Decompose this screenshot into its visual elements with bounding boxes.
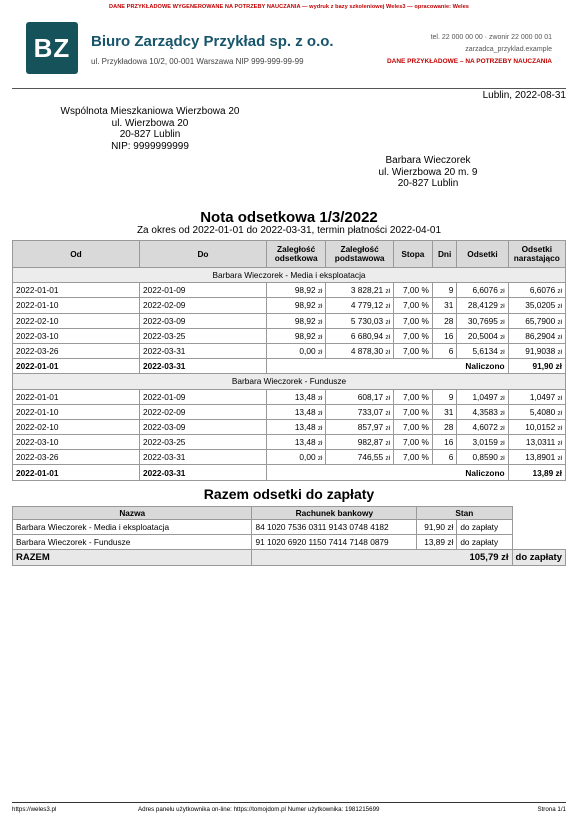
cell-zaleglosc-odsetkowa-value: 13,48 — [294, 406, 316, 417]
summary-to: 2022-03-31 — [139, 465, 266, 480]
company-name: Biuro Zarządcy Przykład sp. z o.o. — [91, 33, 334, 50]
currency-label: zł — [385, 318, 390, 326]
cell-zaleglosc-podstawowa — [326, 343, 394, 358]
cell-stopa: 7,00 % — [393, 435, 432, 450]
cell-do: 2022-01-09 — [139, 389, 266, 404]
totals-table — [12, 506, 566, 566]
cell-odsetki-value: 6,6076 — [472, 285, 498, 296]
cell-zaleglosc-odsetkowa-value: 13,48 — [294, 437, 316, 448]
cell-zaleglosc-podstawowa-value: 4 878,30 — [350, 346, 384, 357]
totals-status: do zapłaty — [457, 535, 512, 550]
cell-zaleglosc-podstawowa — [326, 328, 394, 343]
cell-do: 2022-03-25 — [139, 328, 266, 343]
cell-odsetki-narastajaco — [508, 283, 565, 298]
cell-odsetki — [457, 404, 508, 419]
cell-dni: 28 — [432, 313, 457, 328]
currency-label: zł — [557, 424, 562, 432]
table-row — [13, 343, 566, 358]
cell-odsetki — [457, 298, 508, 313]
cell-zaleglosc-podstawowa — [326, 283, 394, 298]
cell-odsetki-value: 1,0497 — [472, 391, 498, 402]
currency-label: zł — [385, 424, 390, 432]
currency-label: zł — [385, 409, 390, 417]
cell-zaleglosc-odsetkowa — [266, 389, 325, 404]
cell-zaleglosc-podstawowa — [326, 404, 394, 419]
cell-zaleglosc-odsetkowa-value: 0,00 — [299, 346, 316, 357]
cell-do: 2022-01-09 — [139, 283, 266, 298]
cell-zaleglosc-podstawowa-value: 3 828,21 — [350, 285, 384, 296]
header-do: Do — [139, 241, 266, 268]
grand-total-row — [13, 550, 566, 565]
cell-do: 2022-03-25 — [139, 435, 266, 450]
cell-do: 2022-03-09 — [139, 313, 266, 328]
cell-zaleglosc-odsetkowa-value: 13,48 — [294, 391, 316, 402]
recipient-line: 20-827 Lublin — [397, 178, 459, 189]
cell-zaleglosc-podstawowa-value: 6 680,94 — [350, 330, 384, 341]
cell-odsetki-narastajaco-value: 1,0497 — [529, 391, 556, 402]
currency-label: zł — [317, 455, 323, 463]
totals-title: Razem odsetki do zapłaty — [203, 486, 375, 502]
cell-dni: 16 — [432, 435, 457, 450]
cell-odsetki-narastajaco-value: 13,0311 — [525, 437, 556, 448]
cell-zaleglosc-odsetkowa — [266, 283, 325, 298]
table-row — [13, 419, 566, 434]
training-banner: DANE PRZYKŁADOWE WYGENEROWANE NA POTRZEBY NAUCZANIA — wydruk z bazy szkoleniowej Weles3 — opracowanie: Weles — [109, 4, 469, 10]
currency-label: zł — [557, 409, 562, 417]
cell-od: 2022-03-26 — [13, 450, 140, 465]
header-zaleglosc-podstawowa: Zaległość podstawowa — [326, 241, 394, 268]
currency-label: zł — [317, 333, 323, 341]
cell-do: 2022-03-31 — [139, 343, 266, 358]
cell-zaleglosc-podstawowa — [326, 298, 394, 313]
cell-do: 2022-02-09 — [139, 404, 266, 419]
cell-od: 2022-03-26 — [13, 343, 140, 358]
currency-label: zł — [317, 424, 323, 432]
cell-odsetki-narastajaco — [508, 343, 565, 358]
currency-label: zł — [317, 349, 323, 357]
cell-do: 2022-03-31 — [139, 450, 266, 465]
cell-zaleglosc-podstawowa-value: 746,55 — [357, 452, 384, 463]
company-email: zarzadca_przyklad.example — [465, 46, 552, 53]
table-row — [13, 298, 566, 313]
cell-stopa: 7,00 % — [393, 298, 432, 313]
cell-stopa: 7,00 % — [393, 283, 432, 298]
sender-line: NIP: 9999999999 — [111, 140, 189, 152]
cell-odsetki-value: 28,4129 — [467, 300, 498, 311]
cell-zaleglosc-odsetkowa-value: 0,00 — [299, 452, 316, 463]
summary-to: 2022-03-31 — [139, 359, 266, 374]
currency-label: zł — [500, 318, 505, 326]
summary-from: 2022-01-01 — [13, 359, 140, 374]
cell-zaleglosc-odsetkowa — [266, 298, 325, 313]
table-row — [13, 283, 566, 298]
currency-label: zł — [385, 288, 390, 296]
currency-label: zł — [500, 440, 505, 448]
summary-value: 91,90 zł — [508, 359, 565, 374]
currency-label: zł — [557, 349, 562, 357]
header-rachunek: Rachunek bankowy — [252, 507, 417, 520]
header-odsetki-narastajaco: Odsetki narastająco — [508, 241, 565, 268]
cell-odsetki-narastajaco — [508, 450, 565, 465]
totals-header-row — [13, 507, 566, 520]
cell-zaleglosc-odsetkowa — [266, 404, 325, 419]
grand-total-label: RAZEM — [13, 550, 252, 565]
currency-label: zł — [500, 409, 505, 417]
currency-label: zł — [317, 394, 323, 402]
currency-label: zł — [500, 424, 505, 432]
cell-odsetki — [457, 313, 508, 328]
cell-zaleglosc-podstawowa-value: 5 730,03 — [350, 315, 384, 326]
cell-zaleglosc-odsetkowa-value: 98,92 — [294, 330, 316, 341]
cell-odsetki — [457, 419, 508, 434]
cell-od: 2022-02-10 — [13, 419, 140, 434]
cell-odsetki — [457, 343, 508, 358]
grand-total-value: 105,79 zł — [252, 550, 512, 565]
cell-odsetki-value: 20,5004 — [467, 330, 498, 341]
cell-od: 2022-01-01 — [13, 283, 140, 298]
cell-stopa: 7,00 % — [393, 343, 432, 358]
group-header-row — [13, 268, 566, 283]
sender-address — [50, 106, 250, 152]
cell-zaleglosc-podstawowa-value: 4 779,12 — [350, 300, 384, 311]
cell-stopa: 7,00 % — [393, 404, 432, 419]
cell-zaleglosc-podstawowa-value: 733,07 — [357, 406, 384, 417]
cell-zaleglosc-odsetkowa — [266, 328, 325, 343]
sender-line: 20-827 Lublin — [119, 129, 181, 140]
table-row — [13, 389, 566, 404]
totals-amount: 13,89 zł — [417, 535, 457, 550]
currency-label: zł — [500, 288, 505, 296]
header-stan: Stan — [417, 507, 512, 520]
cell-odsetki-narastajaco — [508, 404, 565, 419]
cell-stopa: 7,00 % — [393, 328, 432, 343]
cell-zaleglosc-odsetkowa-value: 98,92 — [294, 300, 316, 311]
currency-label: zł — [385, 349, 390, 357]
cell-odsetki — [457, 389, 508, 404]
header-divider — [12, 88, 566, 89]
cell-dni: 28 — [432, 419, 457, 434]
cell-odsetki-value: 3,0159 — [472, 437, 498, 448]
cell-zaleglosc-odsetkowa — [266, 450, 325, 465]
cell-odsetki-narastajaco — [508, 435, 565, 450]
table-row — [13, 435, 566, 450]
cell-od: 2022-01-10 — [13, 404, 140, 419]
cell-odsetki-narastajaco-value: 5,4080 — [529, 406, 556, 417]
footer-website-link[interactable]: https://weles3.pl — [12, 806, 57, 813]
header-stopa: Stopa — [393, 241, 432, 268]
cell-odsetki-narastajaco — [508, 419, 565, 434]
cell-odsetki — [457, 450, 508, 465]
currency-label: zł — [557, 440, 562, 448]
currency-label: zł — [557, 288, 562, 296]
totals-status: do zapłaty — [457, 520, 512, 535]
cell-odsetki — [457, 435, 508, 450]
cell-dni: 6 — [432, 450, 457, 465]
cell-zaleglosc-podstawowa — [326, 419, 394, 434]
summary-label: Naliczono — [266, 465, 508, 480]
cell-od: 2022-03-10 — [13, 328, 140, 343]
cell-stopa: 7,00 % — [393, 389, 432, 404]
currency-label: zł — [317, 409, 323, 417]
currency-label: zł — [317, 303, 323, 311]
cell-od: 2022-01-01 — [13, 389, 140, 404]
totals-row — [13, 520, 566, 535]
interest-table — [12, 240, 566, 481]
cell-odsetki-narastajaco — [508, 389, 565, 404]
recipient-line: Barbara Wieczorek — [385, 155, 471, 166]
table-row — [13, 404, 566, 419]
cell-dni: 31 — [432, 404, 457, 419]
cell-odsetki-value: 0,8590 — [472, 452, 498, 463]
group-header-row — [13, 374, 566, 389]
header-dni: Dni — [432, 241, 457, 268]
table-row — [13, 450, 566, 465]
totals-account: 91 1020 6920 1150 7414 7148 0879 — [252, 535, 417, 550]
totals-row — [13, 535, 566, 550]
currency-label: zł — [557, 318, 562, 326]
footer-user-panel: Adres panelu użytkownika on-line: https://tomojdom.pl Numer użytkownika: 1981215699 — [138, 806, 380, 813]
summary-value: 13,89 zł — [508, 465, 565, 480]
group-name: Barbara Wieczorek - Fundusze — [13, 374, 566, 389]
cell-od: 2022-01-10 — [13, 298, 140, 313]
cell-odsetki-narastajaco-value: 10,0152 — [525, 421, 556, 432]
group-name: Barbara Wieczorek - Media i eksploatacja — [13, 268, 566, 283]
currency-label: zł — [500, 333, 505, 341]
cell-odsetki-narastajaco-value: 13,8901 — [525, 452, 556, 463]
group-summary-row — [13, 465, 566, 480]
cell-dni: 6 — [432, 343, 457, 358]
totals-name: Barbara Wieczorek - Media i eksploatacja — [13, 520, 252, 535]
cell-dni: 16 — [432, 328, 457, 343]
cell-dni: 9 — [432, 283, 457, 298]
cell-odsetki-narastajaco-value: 91,9038 — [525, 346, 556, 357]
sender-line: Wspólnota Mieszkaniowa Wierzbowa 20 — [60, 106, 240, 117]
currency-label: zł — [500, 394, 505, 402]
header-od: Od — [13, 241, 140, 268]
cell-dni: 9 — [432, 389, 457, 404]
cell-do: 2022-03-09 — [139, 419, 266, 434]
cell-odsetki-narastajaco-value: 65,7900 — [525, 315, 556, 326]
currency-label: zł — [557, 455, 562, 463]
footer-page-number: Strona 1/1 — [537, 806, 566, 813]
totals-name: Barbara Wieczorek - Fundusze — [13, 535, 252, 550]
currency-label: zł — [385, 440, 390, 448]
interest-header-row — [13, 241, 566, 268]
document-title: Nota odsetkowa 1/3/2022 — [200, 209, 378, 226]
currency-label: zł — [317, 288, 323, 296]
cell-zaleglosc-odsetkowa — [266, 435, 325, 450]
cell-odsetki-value: 4,3583 — [472, 406, 498, 417]
cell-stopa: 7,00 % — [393, 313, 432, 328]
totals-account: 84 1020 7536 0311 9143 0748 4182 — [252, 520, 417, 535]
currency-label: zł — [385, 455, 390, 463]
cell-odsetki — [457, 328, 508, 343]
cell-zaleglosc-odsetkowa-value: 98,92 — [294, 315, 316, 326]
document-date: Lublin, 2022-08-31 — [482, 90, 566, 101]
table-row — [13, 313, 566, 328]
cell-zaleglosc-podstawowa — [326, 313, 394, 328]
document-subtitle: Za okres od 2022-01-01 do 2022-03-31, termin płatności 2022-04-01 — [136, 225, 442, 236]
cell-zaleglosc-podstawowa — [326, 389, 394, 404]
cell-odsetki-narastajaco-value: 86,2904 — [525, 330, 556, 341]
cell-odsetki-narastajaco-value: 6,6076 — [529, 285, 556, 296]
sender-line: ul. Wierzbowa 20 — [111, 117, 189, 129]
cell-odsetki-narastajaco — [508, 313, 565, 328]
cell-zaleglosc-podstawowa-value: 608,17 — [357, 391, 384, 402]
sample-data-notice: DANE PRZYKŁADOWE – NA POTRZEBY NAUCZANIA — [386, 58, 552, 65]
cell-odsetki-narastajaco-value: 35,0205 — [525, 300, 556, 311]
cell-odsetki-value: 5,6134 — [472, 346, 498, 357]
cell-od: 2022-02-10 — [13, 313, 140, 328]
group-summary-row — [13, 359, 566, 374]
cell-odsetki-narastajaco — [508, 328, 565, 343]
cell-stopa: 7,00 % — [393, 419, 432, 434]
company-address: ul. Przykładowa 10/2, 00-001 Warszawa NIP 999-999-99-99 — [91, 57, 304, 66]
currency-label: zł — [500, 455, 505, 463]
currency-label: zł — [385, 333, 390, 341]
cell-zaleglosc-podstawowa-value: 857,97 — [357, 421, 384, 432]
totals-amount: 91,90 zł — [417, 520, 457, 535]
currency-label: zł — [317, 318, 323, 326]
summary-label: Naliczono — [266, 359, 508, 374]
currency-label: zł — [385, 394, 390, 402]
currency-label: zł — [500, 349, 505, 357]
cell-odsetki-narastajaco — [508, 298, 565, 313]
currency-label: zł — [557, 333, 562, 341]
currency-label: zł — [557, 303, 562, 311]
cell-zaleglosc-odsetkowa-value: 98,92 — [294, 285, 316, 296]
cell-zaleglosc-odsetkowa — [266, 313, 325, 328]
cell-odsetki — [457, 283, 508, 298]
header-odsetki: Odsetki — [457, 241, 508, 268]
currency-label: zł — [557, 394, 562, 402]
grand-total-status: do zapłaty — [512, 550, 565, 565]
cell-stopa: 7,00 % — [393, 450, 432, 465]
cell-do: 2022-02-09 — [139, 298, 266, 313]
cell-zaleglosc-podstawowa — [326, 435, 394, 450]
cell-zaleglosc-odsetkowa — [266, 419, 325, 434]
cell-zaleglosc-odsetkowa-value: 13,48 — [294, 421, 316, 432]
cell-zaleglosc-odsetkowa — [266, 343, 325, 358]
cell-odsetki-value: 30,7695 — [467, 315, 498, 326]
currency-label: zł — [317, 440, 323, 448]
summary-from: 2022-01-01 — [13, 465, 140, 480]
company-logo: BZ — [26, 22, 78, 74]
currency-label: zł — [385, 303, 390, 311]
cell-dni: 31 — [432, 298, 457, 313]
table-row — [13, 328, 566, 343]
cell-odsetki-value: 4,6072 — [472, 421, 498, 432]
recipient-line: ul. Wierzbowa 20 m. 9 — [378, 166, 478, 178]
footer-divider — [12, 802, 566, 803]
recipient-address — [356, 155, 500, 190]
cell-zaleglosc-podstawowa-value: 982,87 — [357, 437, 384, 448]
cell-od: 2022-03-10 — [13, 435, 140, 450]
currency-label: zł — [500, 303, 505, 311]
header-zaleglosc-odsetkowa: Zaległość odsetkowa — [266, 241, 325, 268]
company-phone: tel. 22 000 00 00 · zwonir 22 000 00 01 — [430, 34, 552, 41]
header-nazwa: Nazwa — [13, 507, 252, 520]
cell-zaleglosc-podstawowa — [326, 450, 394, 465]
